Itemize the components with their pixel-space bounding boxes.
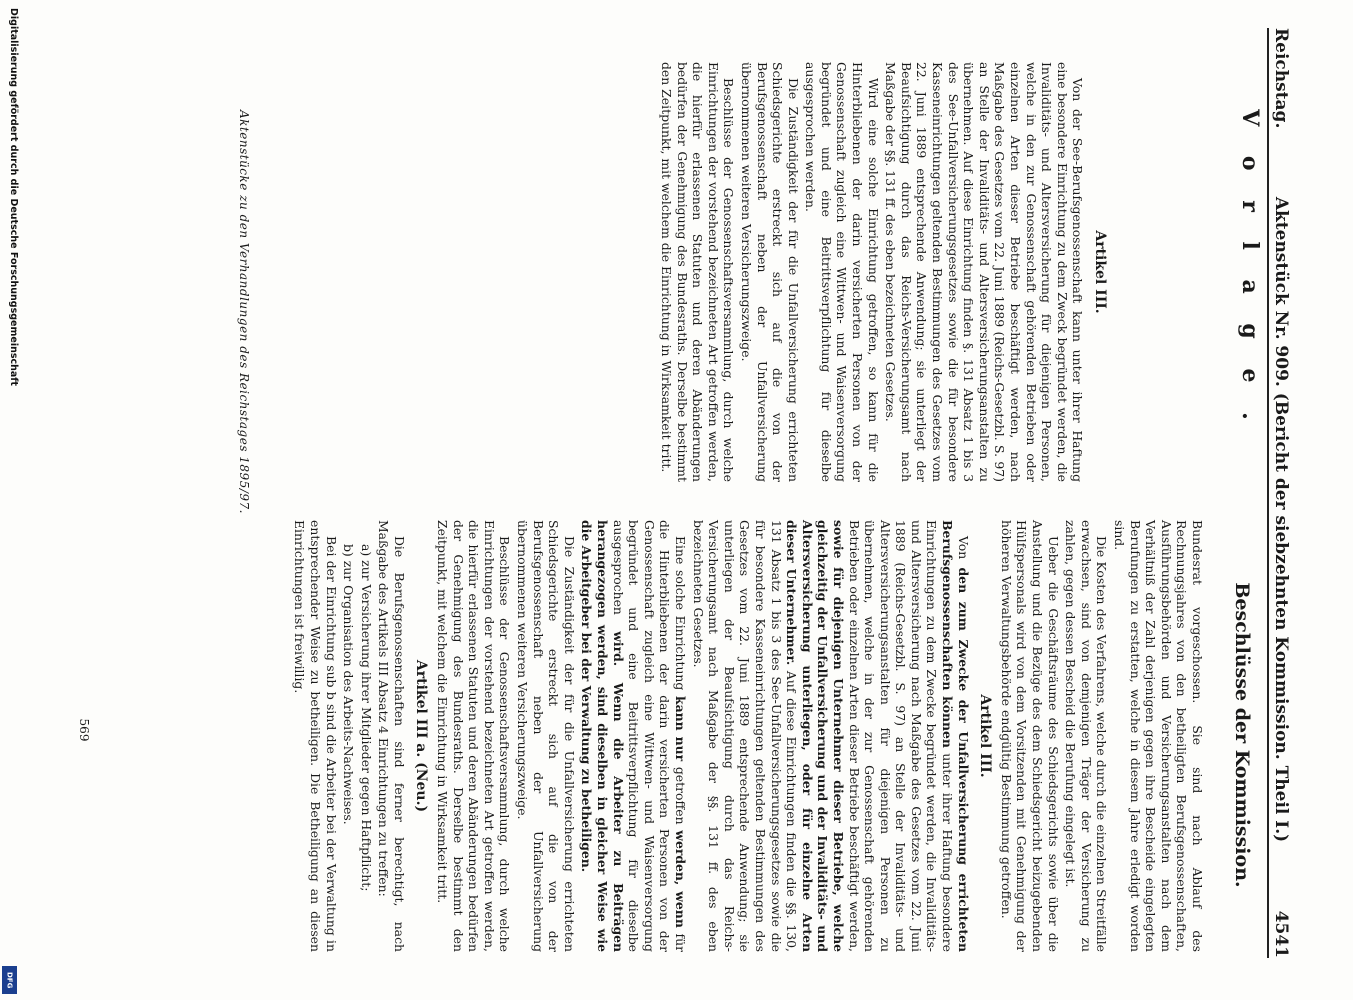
emphasis-text: den zum Zwecke der Unfallversicherung errichteten Berufsgenossenschaften können [940, 520, 971, 952]
paragraph: Bundesrat vorgeschossen. Sie sind nach Ablauf des Rechnungsjahres von den betheiligten Berufsgenossenschaften, Ausführungsbehörden und Versicherungsanstalten nach dem Verhältniß der Zahl derjenigen gegen ihre Bescheide eingelegten Berufungen zu erstatten, welche in diesem Jahre erledigt worden sind. [1112, 520, 1205, 952]
list-item: b) zur Organisation des Arbeits-Nachweises. [341, 544, 357, 825]
text-run: Von [955, 536, 971, 568]
dfg-logo: DFG [2, 966, 17, 994]
right-column [290, 520, 1205, 952]
text-run: Auf diese Einrichtungen finden die §§. 130, 131 Absatz 1 bis 3 des See-Unfallversicherungsgesetzes sowie die für besondere Kasseneinrichtungen geltenden Bestimmungen des Gesetzes vom 22. Juni 1889 entsprechende Anwendung; sie unterliegen der Beaufsichtigung durch das Reichs-Versicherungsamt nach Maßgabe der §§. 131 ff. des eben bezeichneten Gesetzes. [690, 520, 800, 952]
vorlage-title: V o r l a g e . [1237, 109, 1263, 431]
paragraph: Wird eine solche Einrichtung getroffen, so kann für die Hinterbliebenen der darin versicherten Personen von der Genossenschaft zugleich eine Wittwen- und Waisenversorgung begründet und eine Beitrittsverpflichtung für dieselbe ausgesprochen werden. [803, 62, 881, 482]
page-footer-number: 569 [77, 718, 91, 742]
paragraph: Die Kosten des Verfahrens, welche durch die einzelnen Streitfälle erwachsen, sind von demjenigen Träger der Versicherung zu zahlen, gegen dessen Bescheid die Berufung eingelegt ist. [1063, 520, 1110, 952]
text-run: unter ihrer Haftung besondere Einrichtungen zu dem Zwecke begründet werden, die Invaliditäts- und Altersversicherung nach Maßgabe des Gesetzes vom 22. Juni 1889 (Reichs-Gesetzbl. S. 97) an Stelle der Invaliditäts- und Altersversicherungsanstalten für diejenigen Personen zu übernehmen, welche in der zur Genossenschaft gehörenden Betrieben oder einzelnen Arten dieser Betriebe beschäftigt werden, [846, 520, 956, 952]
page-header [1267, 28, 1301, 958]
paragraph: Die Zuständigkeit der für die Unfallversicherung errichteten Schiedsgerichte erstreckt sich auf die von der Berufsgenossenschaft neben der Unfallversicherung übernommenen weiteren Versicherungszweige. [515, 520, 577, 952]
text-run: getroffen [673, 761, 688, 831]
emphasis-text: kann nur [673, 696, 688, 762]
digitization-text: Digitalisierung gefördert durch die Deutsche Forschungsgemeinschaft [8, 8, 19, 386]
paragraph [690, 520, 971, 952]
header-page-number: 4541 [1271, 910, 1291, 958]
paragraph [579, 520, 688, 952]
paragraph: Bei der Einrichtung sub b sind die Arbeiter bei der Verwaltung in entsprechender Weise zu betheiligen. Die Betheiligung an diesen Einrichtungen ist freiwillig. [292, 520, 339, 952]
beschluesse-title: Beschlüsse der Kommission. [1231, 582, 1253, 888]
left-column [656, 62, 1113, 482]
paragraph: Von der See-Berufsgenossenschaft kann unter ihrer Haftung eine besondere Einrichtung zu dem Zweck begründet werden, die Invaliditäts- und Altersversicherung für diejenigen Personen, welche in den zur Genossenschaft gehörenden Betrieben oder einzelnen Arten dieser Betriebe beschäftigt werden, nach Maßgabe des Gesetzes vom 22. Juni 1889 (Reichs-Gesetzbl. S. 97) an Stelle der Invaliditäts- und Altersversicherungsanstalten zu übernehmen. Auf diese Einrichtung finden §. 131 Absatz 1 bis 3 des See-Unfallversicherungsgesetzes sowie die für besondere Kasseneinrichtungen geltenden Bestimmungen des Gesetzes vom 22. Juni 1889 entsprechende Anwendung; sie unterliegt der Beaufsichtigung durch das Reichs-Versicherungsamt nach Maßgabe der §§. 131 ff. des eben bezeichneten Gesetzes. [883, 62, 1086, 482]
article-heading: Artikel III. [1092, 230, 1108, 314]
paragraph: Beschlüsse der Genossenschaftsversammlung, durch welche Einrichtungen der vorstehend bezeichneten Art getroffen werden, die hierfür erlassenen Statuten und deren Abänderungen bedürfen der Genehmigung des Bundesraths. Derselbe bestimmt den Zeitpunkt, mit welchem die Einrichtung in Wirksamkeit tritt. [658, 62, 737, 482]
paragraph: Die Berufsgenossenschaften sind ferner berechtigt, nach Maßgabe des Artikels III Absatz 4 Einrichtungen zu treffen: [376, 520, 407, 952]
emphasis-text: sowie für diejenigen Unternehmer dieser Betriebe, welche gleichzeitig der Unfallversicherung und der Invaliditäts- und Altersversicherung unterliegen, oder für einzelne Arten dieser Unternehmer. [784, 520, 846, 952]
article-heading: Artikel III a. (Neu.) [413, 659, 430, 813]
text-run: für die Hinterbliebenen der darin versicherten Personen von der Genossenschaft zugleich eine Wittwen- und Waisenversorgung begründet und eine Beitrittsverpflichtung für dieselbe ausgesprochen [610, 520, 688, 952]
article-heading: Artikel III. [977, 694, 994, 778]
paragraph: Beschlüsse der Genossenschaftsversammlung, durch welche Einrichtungen der vorstehend bezeichneten Art getroffen werden, die hierfür erlassenen Statuten und deren Abänderungen bedürfen der Genehmigung des Bundesraths. Derselbe bestimmt den Zeitpunkt, mit welchem die Einrichtung in Wirksamkeit tritt. [435, 520, 513, 952]
text-run: Eine solche Einrichtung [673, 536, 688, 696]
header-left: Reichstag. [1271, 28, 1291, 129]
collection-footer: Aktenstücke zu den Verhandlungen des Reichstages 1895/97. [237, 110, 251, 514]
list-item: a) zur Versicherung ihrer Mitglieder gegen Haftpflicht; [358, 544, 374, 892]
paragraph: Ueber die Geschäftsräume des Schiedsgerichts sowie über die Anstellung und die Bezüge des dem Schiedsgericht beizugebenden Hülfspersonals wird von dem Vorsitzenden mit Genehmigung der höheren Verwaltungsbehörde endgültig Bestimmung getroffen. [998, 520, 1061, 952]
digitization-note [2, 8, 24, 998]
emphasis-text: wird. Wenn die Arbeiter zu Beiträgen herangezogen werden, sind dieselben in gleicher Weise wie die Arbeitgeber bei der Verwaltung zu betheiligen. [579, 520, 626, 952]
paragraph: Die Zuständigkeit der für die Unfallversicherung errichteten Schiedsgerichte erstreckt sich auf die von der Berufsgenossenschaft neben der Unfallversicherung übernommenen weiteren Versicherungszweige. [738, 62, 801, 482]
header-center: Aktenstück Nr. 909. (Bericht der siebzehnten Kommission. Theil I.) [1271, 196, 1291, 843]
emphasis-text: werden, wenn [673, 830, 688, 928]
